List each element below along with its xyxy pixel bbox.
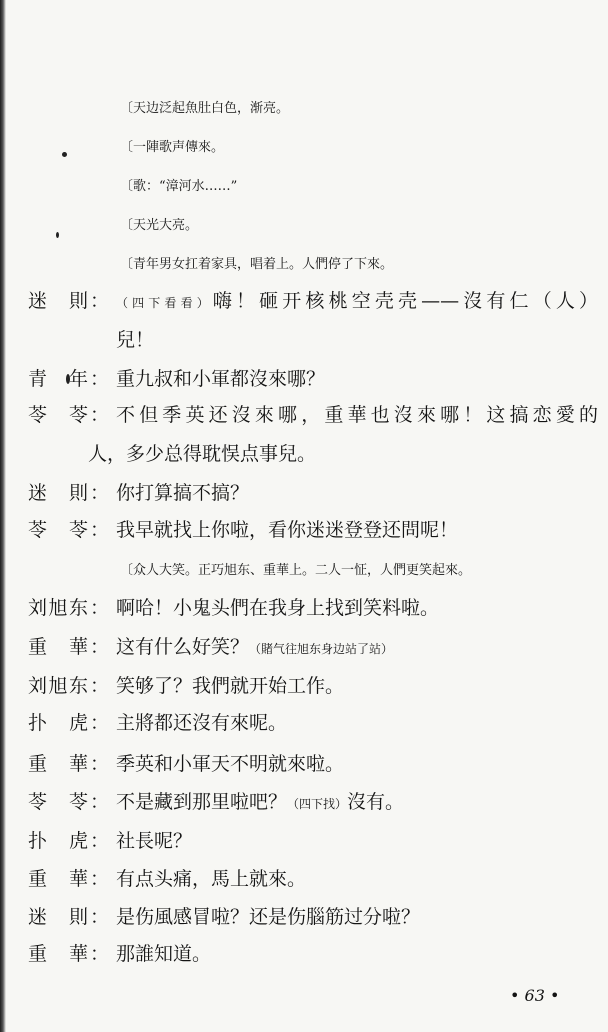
dialogue-row: [28, 751, 598, 777]
dialogue-row: [28, 789, 598, 815]
stage-direction: 〔青年男女扛着家具，唱着上。人們停了下來。: [120, 257, 394, 272]
dialogue-row: [28, 634, 598, 660]
dialogue-line: [116, 634, 393, 662]
speaker-name: 青年: [28, 368, 88, 390]
speaker-colon: ：: [90, 597, 110, 619]
speaker-colon: ：: [90, 753, 110, 775]
speaker-name: 苓苓: [28, 404, 88, 426]
speaker-name: 重華: [28, 943, 88, 965]
speaker-colon: ：: [90, 868, 110, 890]
speaker-colon: ：: [90, 404, 110, 426]
dialogue-row: [28, 866, 598, 892]
stage-direction: 〔众人大笑。正巧旭东、重華上。二人一怔，人們更笑起來。: [120, 563, 472, 578]
speaker-colon: ：: [90, 712, 110, 734]
speaker-name: 重華: [28, 636, 88, 658]
dialogue-row: [28, 595, 598, 621]
dialogue-text: 我早就找上你啦，看你迷迷登登还問呢！: [116, 519, 459, 541]
speaker-colon: ：: [90, 482, 110, 504]
stage-direction: 〔歌：“漳河水……”: [120, 179, 238, 194]
stage-direction: 〔一陣歌声傳來。: [120, 140, 225, 155]
speaker-name: 扑虎: [28, 712, 88, 734]
dialogue-text: 社長呢？: [116, 830, 193, 852]
page-number: • 63 •: [510, 986, 560, 1005]
speaker-colon: ：: [90, 906, 110, 928]
dialogue-text: 啊哈！小鬼头們在我身上找到笑料啦。: [116, 597, 440, 619]
stage-direction-inline: （四下找）: [287, 797, 348, 811]
dialogue-text: 是伤風感冒啦？还是伤腦筋过分啦？: [116, 906, 421, 928]
dialogue-line: [116, 288, 598, 316]
dialogue-row: [28, 673, 598, 699]
speaker-colon: ：: [90, 368, 110, 390]
dialogue-line: [116, 789, 404, 817]
dialogue-text: 笑够了？我們就开始工作。: [116, 675, 345, 697]
dialogue-row: [28, 710, 598, 736]
speaker-name: 重華: [28, 868, 88, 890]
dialogue-continuation: 兒！: [116, 329, 155, 351]
dialogue-row: [28, 517, 598, 543]
dialogue-text: 嗨！砸开核桃空壳壳——沒有仁（人）: [212, 290, 598, 312]
dialogue-text: 主將都还沒有來呢。: [116, 712, 288, 734]
stage-direction-inline: （賭气往旭东身边站了站）: [249, 642, 394, 656]
speaker-name: 重華: [28, 753, 88, 775]
dialogue-row: [28, 480, 598, 506]
speaker-colon: ：: [90, 943, 110, 965]
stage-direction: 〔天光大亮。: [120, 218, 199, 233]
dialogue-row: [28, 941, 598, 967]
speaker-name: 刘旭东: [28, 675, 88, 697]
dialogue-text: 这有什么好笑？: [116, 636, 250, 658]
dialogue-text: 重九叔和小軍都沒來哪？: [116, 368, 326, 390]
speaker-name: 迷則: [28, 906, 88, 928]
dialogue-row: [28, 366, 598, 392]
speaker-name: 苓苓: [28, 791, 88, 813]
dialogue-row: [28, 828, 598, 854]
speaker-name: 迷則: [28, 482, 88, 504]
speaker-colon: ：: [90, 675, 110, 697]
dialogue-text: 有点头痛，馬上就來。: [116, 868, 307, 890]
dialogue-continuation: 人，多少总得耽悮点事兒。: [88, 443, 317, 465]
dialogue-text: 季英和小軍天不明就來啦。: [116, 753, 345, 775]
speaker-colon: ：: [90, 791, 110, 813]
stage-direction: 〔天边泛起魚肚白色，渐亮。: [120, 101, 290, 116]
speaker-colon: ：: [90, 830, 110, 852]
dialogue-row: [28, 904, 598, 930]
speaker-colon: ：: [90, 636, 110, 658]
dialogue-text: 那誰知道。: [116, 943, 212, 965]
dialogue-text: 不是藏到那里啦吧？: [116, 791, 288, 813]
dialogue-text: 不但季英还沒來哪，重華也沒來哪！这搞恋愛的: [116, 404, 598, 426]
speaker-colon: ：: [90, 290, 110, 312]
speaker-name: 迷則: [28, 290, 88, 312]
speaker-name: 扑虎: [28, 830, 88, 852]
dialogue-row: [28, 402, 598, 428]
dialogue-text: 你打算搞不搞？: [116, 482, 250, 504]
dialogue-text: 沒有。: [347, 791, 405, 813]
speaker-name: 刘旭东: [28, 597, 88, 619]
speaker-name: 苓苓: [28, 519, 88, 541]
dialogue-row: [28, 288, 598, 314]
stage-direction-inline: （四下看看）: [116, 296, 213, 310]
speaker-colon: ：: [90, 519, 110, 541]
